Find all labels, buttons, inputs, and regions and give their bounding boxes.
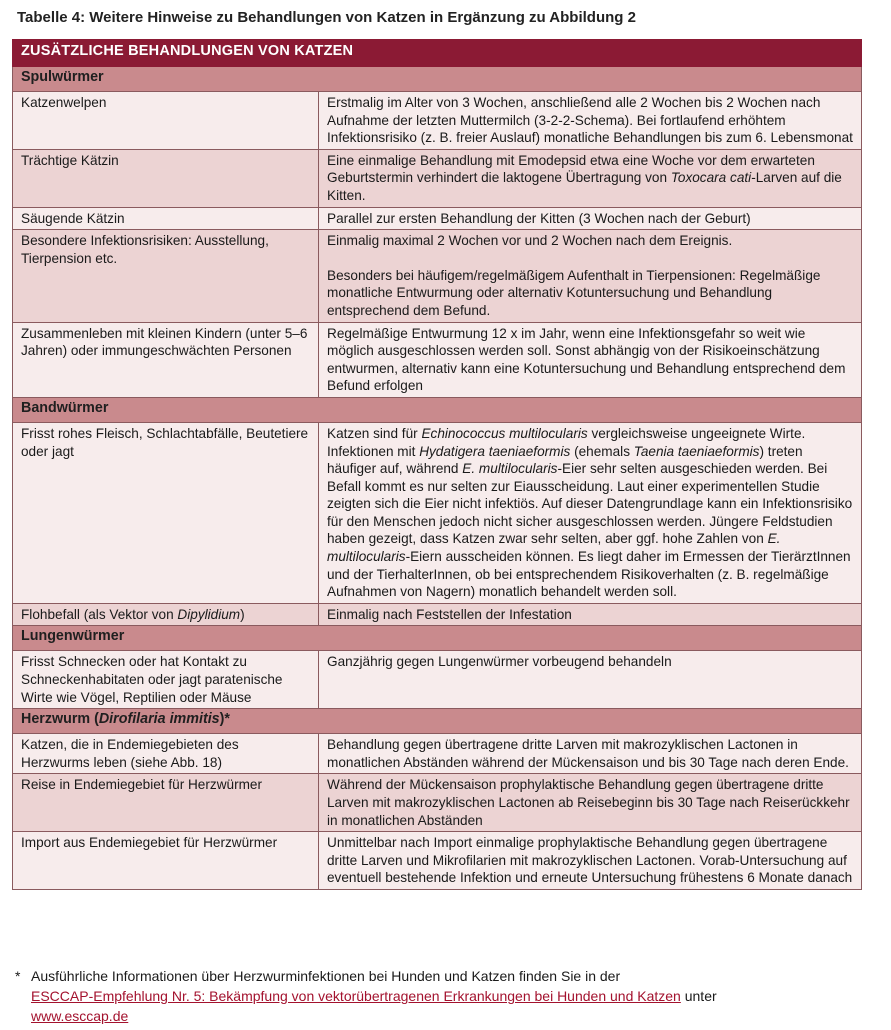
text-part: -Eiern ausscheiden können. Es liegt daher im Ermessen der TierärztInnen und der TierhalterInnen, ob bei entsprechendem Risikoverhalten (z. B. regelmäßige Aufnahmen von Nagern) monatlich behandelt werden soll. (327, 549, 851, 600)
row-label: Katzen, die in Endemiegebieten des Herzwurms leben (siehe Abb. 18) (13, 734, 319, 774)
section-bandwuermer: Bandwürmer (13, 397, 862, 422)
row-text (319, 230, 862, 322)
text-part: -Larven auf die Kitten. (327, 170, 842, 203)
footnote-line (15, 986, 875, 1006)
treatment-table (12, 39, 862, 890)
table-row (13, 774, 862, 832)
italic-species: Dipylidium (177, 606, 241, 622)
text-part: (ehemals (570, 443, 634, 459)
text-part: vergleichsweise ungeeignete Wirte. Infektionen mit (327, 425, 806, 459)
text-paragraph: Besonders bei häufigem/regelmäßigem Aufenthalt in Tierpensionen: Regelmäßige monatliche Entwurmung oder alternativ Kotuntersuchung und Behandlung entsprechend dem Befund. (327, 267, 821, 318)
text-part: Flohbefall (als Vektor von (21, 606, 178, 622)
text-part: Katzen sind für (327, 425, 422, 441)
italic-species: E. multilocularis (327, 531, 781, 565)
section-row (13, 397, 862, 422)
row-label: Säugende Kätzin (13, 207, 319, 230)
esccap-website-link[interactable]: www.esccap.de (31, 1008, 129, 1024)
esccap-recommendation-link[interactable]: ESCCAP-Empfehlung Nr. 5: Bekämpfung von vektorübertragenen Erkrankungen bei Hunden und Katzen (31, 988, 681, 1004)
section-row (13, 67, 862, 92)
text-paragraph: Einmalig maximal 2 Wochen vor und 2 Wochen nach dem Ereignis. (327, 233, 733, 249)
text-part: ) treten häufiger auf, während (327, 443, 803, 477)
row-label: Import aus Endemiegebiet für Herzwürmer (13, 832, 319, 890)
row-label: Reise in Endemiegebiet für Herzwürmer (13, 774, 319, 832)
row-label: Trächtige Kätzin (13, 149, 319, 207)
table-row (13, 832, 862, 890)
footnote-text: Ausführliche Informationen über Herzwurminfektionen bei Hunden und Katzen finden Sie in der (31, 968, 621, 984)
table-row (13, 207, 862, 230)
row-text (319, 422, 862, 603)
row-text: Unmittelbar nach Import einmalige prophylaktische Behandlung gegen übertragene dritte Larven und Mikrofilarien mit makrozyklischen Lactonen. Vorab-Untersuchung auf eventuell bestehende Infektion und erneute Untersuchung frühestens 6 Monate danach (319, 832, 862, 890)
table-row (13, 322, 862, 397)
italic-species: E. multilocularis (462, 461, 558, 477)
text-part: ) (240, 606, 245, 622)
row-text: Einmalig nach Feststellen der Infestation (319, 603, 862, 626)
italic-species: Taenia taeniaeformis (633, 443, 760, 459)
row-text: Erstmalig im Alter von 3 Wochen, anschließend alle 2 Wochen bis 2 Wochen nach Aufnahme der letzten Muttermilch (3-2-2-Schema). Bei fortlaufend erhöhtem Infektionsrisiko (z. B. freier Auslauf) monatliche Behandlungen bis zum 6. Lebensmonat (319, 92, 862, 150)
section-row (13, 626, 862, 651)
footnote (15, 966, 875, 1026)
row-text: Behandlung gegen übertragene dritte Larven mit makrozyklischen Lactonen in monatlichen Abständen während der Mückensaison und bis 30 Tage nach deren Ende. (319, 734, 862, 774)
row-text: Regelmäßige Entwurmung 12 x im Jahr, wenn eine Infektionsgefahr so weit wie möglich ausgeschlossen werden soll. Sonst abhängig von der Risikoeinschätzung entwurmen, alternativ kann eine Kotuntersuchung und Behandlung entsprechend dem Befund erfolgen (319, 322, 862, 397)
row-label: Frisst rohes Fleisch, Schlachtabfälle, Beutetiere oder jagt (13, 422, 319, 603)
section-lungenwuermer: Lungenwürmer (13, 626, 862, 651)
row-label: Katzenwelpen (13, 92, 319, 150)
table-row (13, 603, 862, 626)
table-row (13, 734, 862, 774)
table-row (13, 230, 862, 322)
row-label: Zusammenleben mit kleinen Kindern (unter 5–6 Jahren) oder immungeschwächten Personen (13, 322, 319, 397)
row-text: Während der Mückensaison prophylaktische Behandlung gegen übertragene dritte Larven mit makrozyklischen Lactonen ab Reisebeginn bis 30 Tage nach Reiserückkehr in monatlichen Abständen (319, 774, 862, 832)
table-title: ZUSÄTZLICHE BEHANDLUNGEN VON KATZEN (13, 40, 862, 67)
italic-species: Dirofilaria immitis (98, 711, 220, 728)
section-herzwurm (13, 709, 862, 734)
section-row (13, 709, 862, 734)
table-row (13, 422, 862, 603)
footnote-line (15, 1006, 875, 1026)
text-part: Herzwurm ( (21, 711, 99, 728)
row-text (319, 149, 862, 207)
text-part: -Eier sehr selten ausgeschieden werden. Bei Befall kommt es nur selten zur Eiausscheidung. Laut einer experimentellen Studie zeigten sich die Eier nicht infektiös. Auf dieser Datengrundlage kann ein Infektionsrisiko für den Menschen jedoch nicht sicher ausgeschlossen werden. Jüngere Feldstudien haben gezeigt, dass Katzen zwar sehr selten, aber ggf. hohe Zahlen von (327, 461, 853, 547)
table-row (13, 651, 862, 709)
footnote-marker: * (15, 968, 21, 984)
row-text: Parallel zur ersten Behandlung der Kitten (3 Wochen nach der Geburt) (319, 207, 862, 230)
table-row (13, 92, 862, 150)
row-label (13, 603, 319, 626)
table-caption: Tabelle 4: Weitere Hinweise zu Behandlungen von Katzen in Ergänzung zu Abbildung 2 (17, 9, 636, 26)
section-spulwuermer: Spulwürmer (13, 67, 862, 92)
text-part: )* (219, 711, 230, 728)
table-row (13, 149, 862, 207)
italic-species: Echinococcus multilocularis (421, 425, 588, 441)
row-text: Ganzjährig gegen Lungenwürmer vorbeugend behandeln (319, 651, 862, 709)
italic-species: Hydatigera taeniaeformis (419, 443, 571, 459)
footnote-text: unter (680, 988, 717, 1004)
italic-species: Toxocara cati (670, 170, 752, 186)
row-label: Frisst Schnecken oder hat Kontakt zu Schneckenhabitaten oder jagt paratenische Wirte wie Vögel, Reptilien oder Mäuse (13, 651, 319, 709)
text-part: Eine einmalige Behandlung mit Emodepsid etwa eine Woche vor dem erwarteten Geburtstermin verhindert die laktogene Übertragung von (327, 152, 815, 186)
table-title-row (13, 40, 862, 67)
row-label: Besondere Infektionsrisiken: Ausstellung, Tierpension etc. (13, 230, 319, 322)
